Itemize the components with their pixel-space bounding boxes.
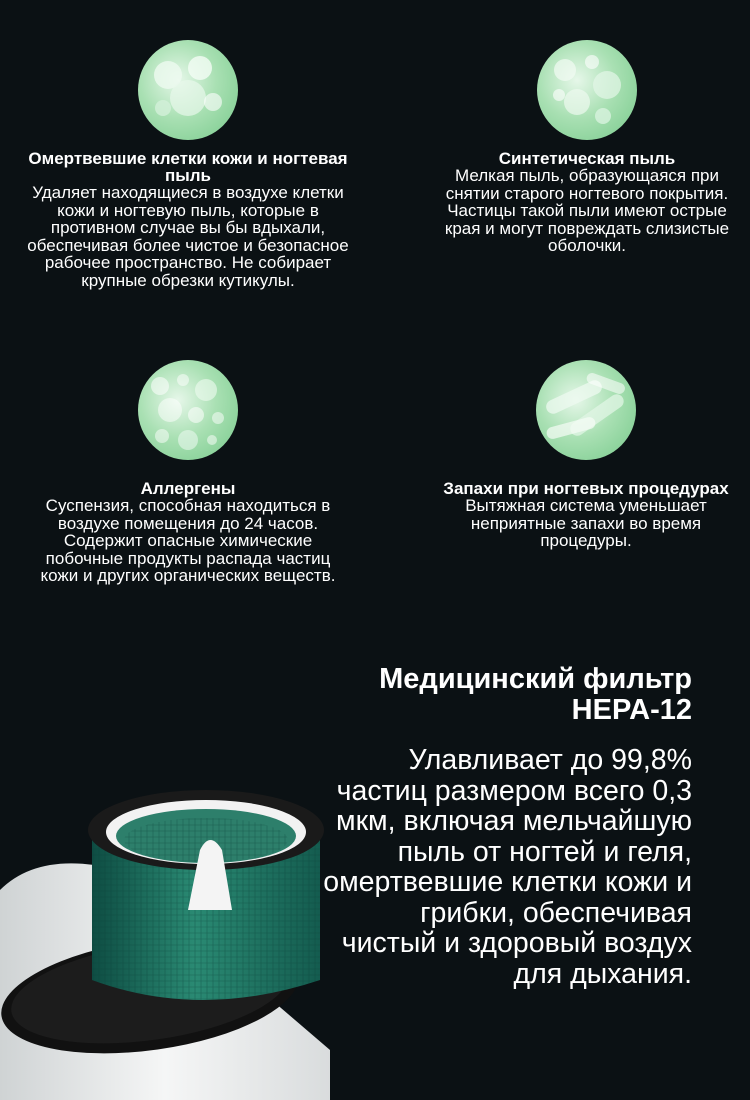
bacteria-odor-icon xyxy=(536,360,636,460)
allergens-icon xyxy=(138,360,238,460)
feature-title: Аллергены xyxy=(140,479,236,498)
feature-description: Вытяжная система уменьшает неприятные запахи во время процедуры. xyxy=(465,496,707,550)
hepa-title: Медицинский фильтр HEPA-12 xyxy=(379,663,692,726)
feature-title: Омертвевшие клетки кожи и ногтевая пыль xyxy=(28,149,348,185)
feature-allergens xyxy=(28,360,348,585)
hepa-filter-image xyxy=(0,780,340,1100)
hepa-description: Улавливает до 99,8% частиц размером всего 0,3 мкм, включая мельчайшую пыль от ногтей и геля, омертвевшие клетки кожи и грибки, обеспечивая чистый и здоровый воздух для дыхания. xyxy=(323,744,692,990)
feature-description: Удаляет находящиеся в воздухе клетки кожи и ногтевую пыль, которые в противном случае вы бы вдыхали, обеспечивая более чистое и безопасное рабочее пространство. Не собирает крупные обрезки кутикулы. xyxy=(27,183,349,290)
feature-description: Мелкая пыль, образующаяся при снятии старого ногтевого покрытия. Частицы такой пыли имеют острые края и могут повреждать слизистые оболочки. xyxy=(444,166,730,255)
feature-title: Запахи при ногтевых процедурах xyxy=(443,479,729,498)
feature-odors xyxy=(436,360,736,550)
feature-skin-cells xyxy=(20,40,356,289)
feature-synthetic-dust xyxy=(440,40,734,255)
feature-description: Суспензия, способная находиться в воздухе помещения до 24 часов. Содержит опасные химические побочные продукты распада частиц кожи и других органических веществ. xyxy=(40,496,336,585)
feature-title: Синтетическая пыль xyxy=(498,149,676,168)
skin-cells-icon xyxy=(138,40,238,140)
synthetic-dust-icon xyxy=(537,40,637,140)
